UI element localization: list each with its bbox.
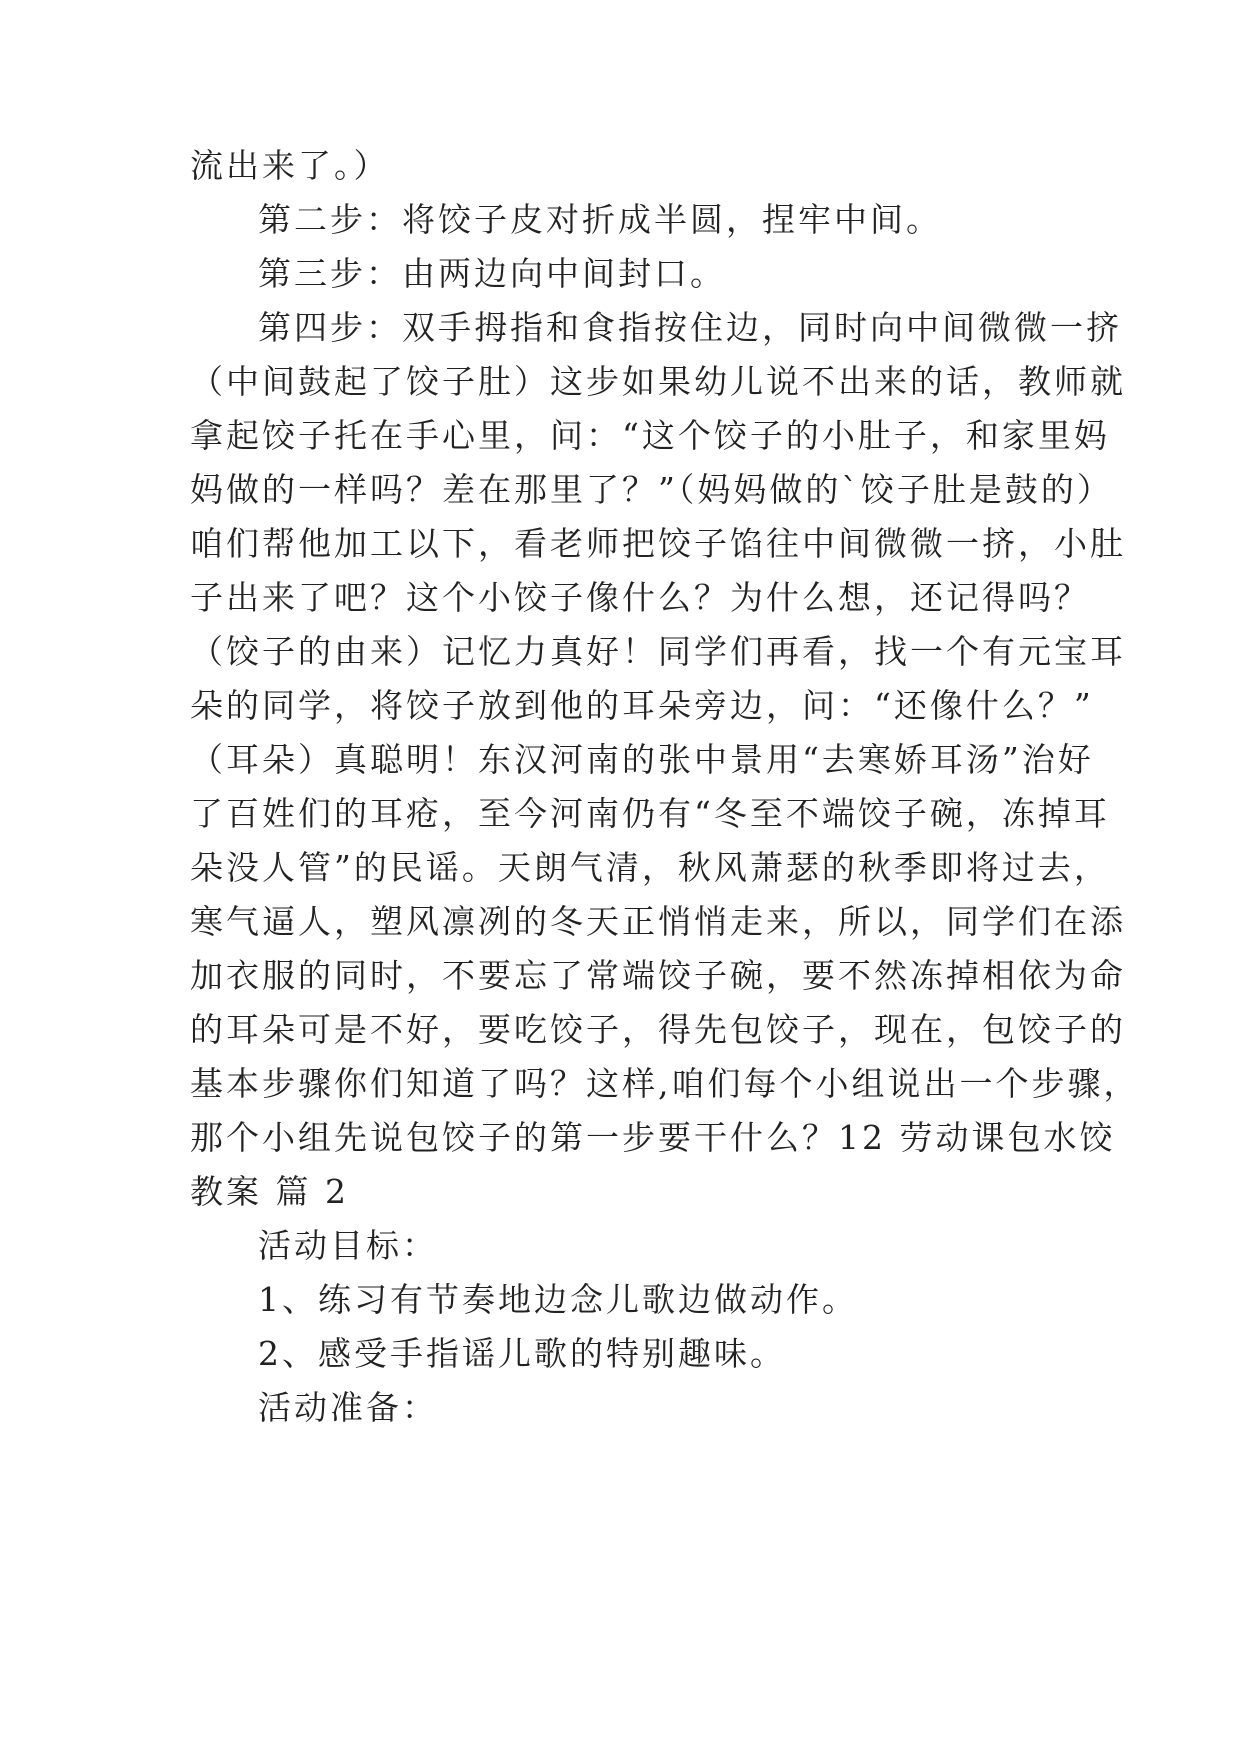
text-line-4: 第四步：双手拇指和食指按住边，同时向中间微微一挤 xyxy=(258,308,1122,347)
section-title: 教案 篇 2 xyxy=(190,1172,349,1211)
text-line-16: 加衣服的同时，不要忘了常端饺子碗，要不然冻掉相依为命 xyxy=(190,956,1126,995)
activity-goals-heading: 活动目标： xyxy=(258,1226,438,1265)
text-line-17: 的耳朵可是不好，要吃饺子，得先包饺子，现在，包饺子的 xyxy=(190,1010,1126,1049)
goal-item-2: 2、感受手指谣儿歌的特别趣味。 xyxy=(258,1334,786,1373)
text-line-1: 流出来了。） xyxy=(190,146,390,185)
text-line-2: 第二步：将饺子皮对折成半圆，捏牢中间。 xyxy=(258,200,942,239)
text-line-11: 朵的同学，将饺子放到他的耳朵旁边，问：“还像什么？” xyxy=(190,686,1094,725)
text-line-15: 寒气逼人，塑风凛冽的冬天正悄悄走来，所以，同学们在添 xyxy=(190,902,1126,941)
goal-item-1: 1、练习有节奏地边念儿歌边做动作。 xyxy=(258,1280,858,1319)
text-line-12: （耳朵）真聪明！东汉河南的张中景用“去寒娇耳汤”治好 xyxy=(190,740,1094,779)
text-line-3: 第三步：由两边向中间封口。 xyxy=(258,254,726,293)
text-line-9: 子出来了吧？这个小饺子像什么？为什么想，还记得吗？ xyxy=(190,578,1090,617)
activity-prep-heading: 活动准备： xyxy=(258,1388,438,1427)
text-line-19: 那个小组先说包饺子的第一步要干什么？12 劳动课包水饺 xyxy=(190,1118,1116,1157)
text-line-14: 朵没人管”的民谣。天朗气清，秋风萧瑟的秋季即将过去， xyxy=(190,848,1110,887)
text-line-10: （饺子的由来）记忆力真好！同学们再看，找一个有元宝耳 xyxy=(190,632,1126,671)
text-line-13: 了百姓们的耳疮，至今河南仍有“冬至不端饺子碗，冻掉耳 xyxy=(190,794,1110,833)
text-line-5: （中间鼓起了饺子肚）这步如果幼儿说不出来的话，教师就 xyxy=(190,362,1126,401)
text-line-8: 咱们帮他加工以下，看老师把饺子馅往中间微微一挤，小肚 xyxy=(190,524,1126,563)
text-line-18: 基本步骤你们知道了吗？这样,咱们每个小组说出一个步骤， xyxy=(190,1064,1140,1103)
text-line-6: 拿起饺子托在手心里，问：“这个饺子的小肚子，和家里妈 xyxy=(190,416,1110,455)
text-line-7: 妈做的一样吗？差在那里了？”（妈妈做的`饺子肚是鼓的） xyxy=(190,470,1113,509)
